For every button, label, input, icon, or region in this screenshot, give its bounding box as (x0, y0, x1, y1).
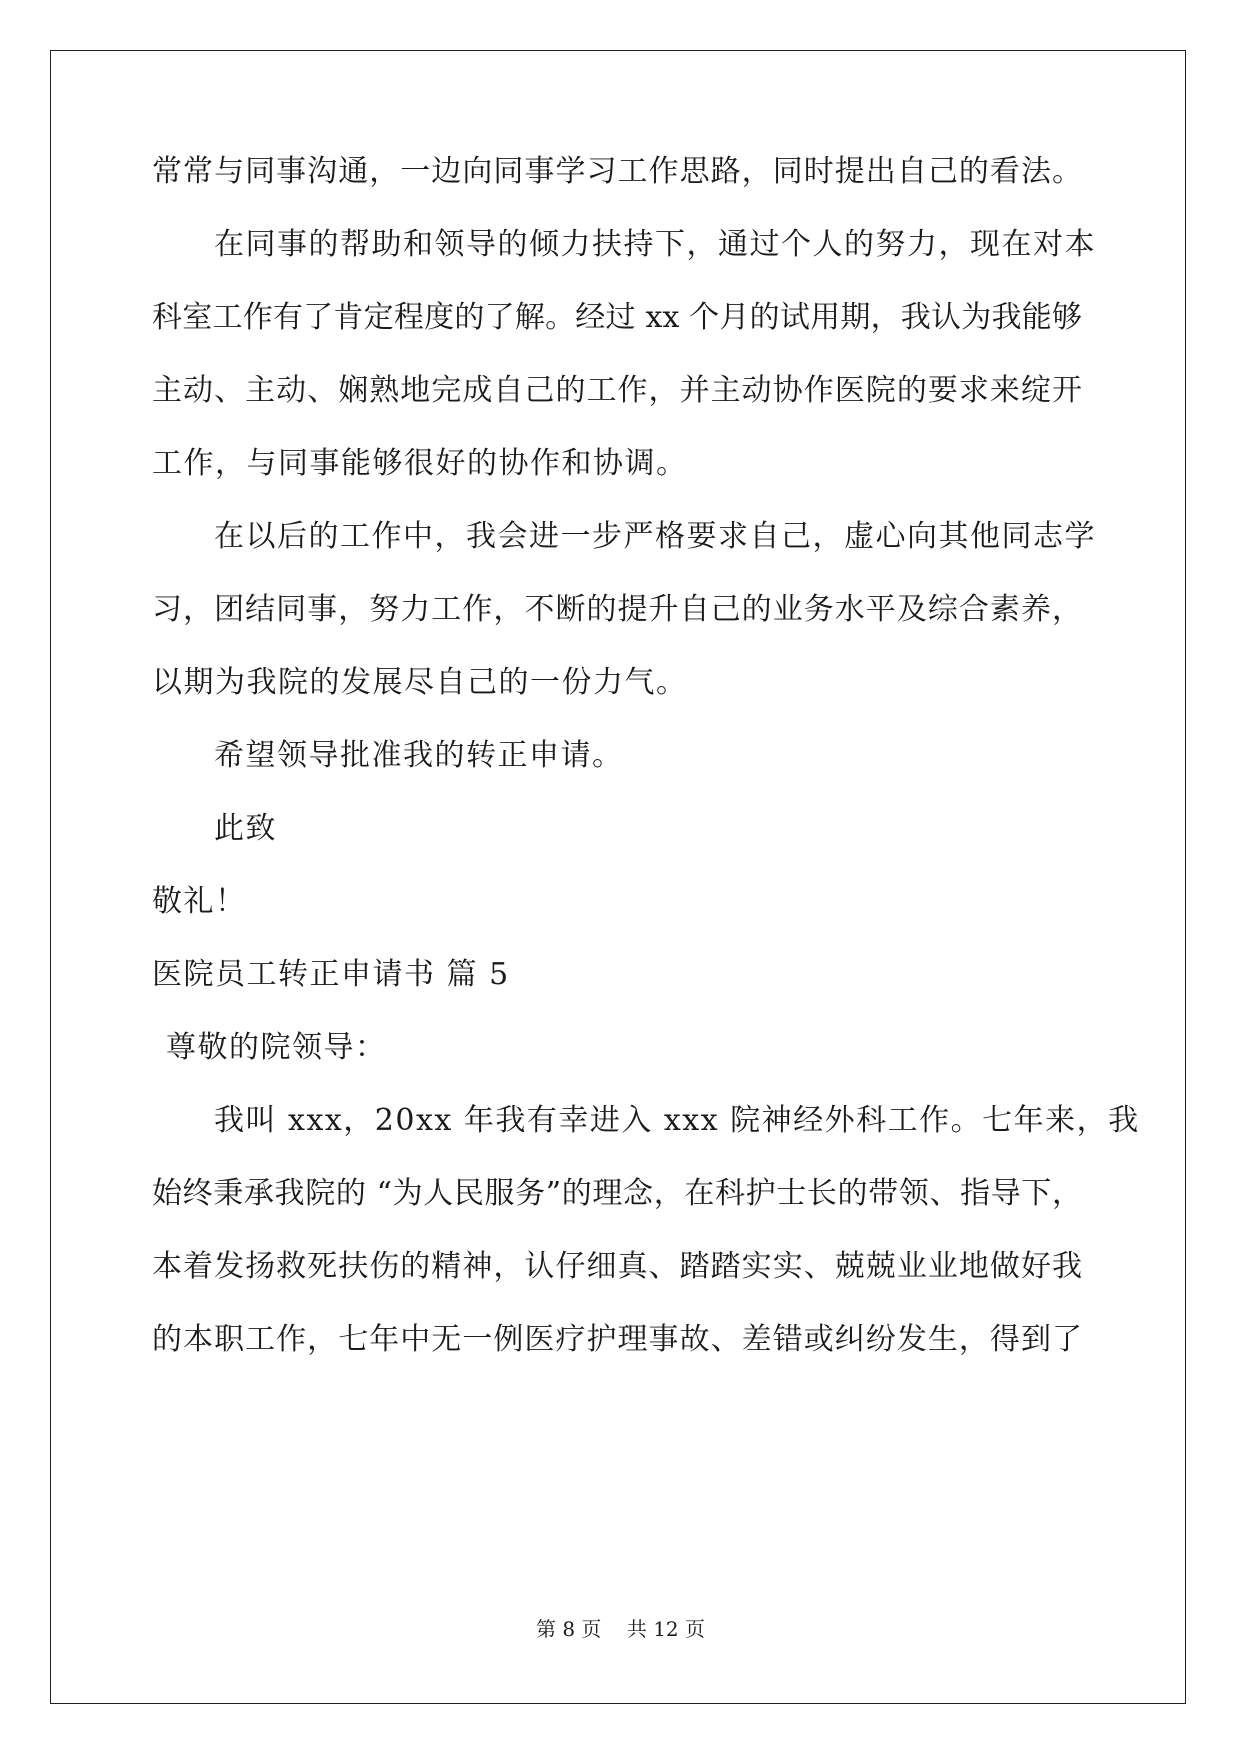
paragraph-line: 常常与同事沟通，一边向同事学习工作思路，同时提出自己的看法。 (152, 154, 1082, 189)
paragraph-line: 习，团结同事，努力工作，不断的提升自己的业务水平及综合素养， (152, 592, 1082, 627)
paragraph-line: 科室工作有了肯定程度的了解。经过 xx 个月的试用期，我认为我能够 (152, 300, 1082, 335)
paragraph-line: 本着发扬救死扶伤的精神，认仔细真、踏踏实实、兢兢业业地做好我 (152, 1249, 1082, 1284)
paragraph-line: 始终秉承我院的 “为人民服务”的理念，在科护士长的带领、指导下， (152, 1176, 1082, 1211)
paragraph-line: 在以后的工作中，我会进一步严格要求自己，虚心向其他同志学 (214, 519, 1096, 554)
paragraph-line: 我叫 xxx，20xx 年我有幸进入 xxx 院神经外科工作。七年来，我 (214, 1103, 1140, 1138)
paragraph-line: 主动、主动、娴熟地完成自己的工作，并主动协作医院的要求来绽开 (152, 373, 1082, 408)
closing-salute: 敬礼！ (152, 884, 247, 919)
paragraph-line: 在同事的帮助和领导的倾力扶持下，通过个人的努力，现在对本 (214, 227, 1096, 262)
paragraph-line: 以期为我院的发展尽自己的一份力气。 (152, 665, 688, 700)
closing-line: 此致 (214, 811, 277, 846)
paragraph-line: 工作，与同事能够很好的协作和协调。 (152, 446, 688, 481)
page-number: 第 8 页 共 12 页 (535, 1617, 706, 1641)
section-heading: 医院员工转正申请书 篇 5 (152, 957, 510, 992)
paragraph-line: 希望领导批准我的转正申请。 (214, 738, 624, 773)
paragraph-line: 的本职工作，七年中无一例医疗护理事故、差错或纠纷发生，得到了 (152, 1322, 1082, 1357)
salutation: 尊敬的院领导： (166, 1030, 387, 1065)
